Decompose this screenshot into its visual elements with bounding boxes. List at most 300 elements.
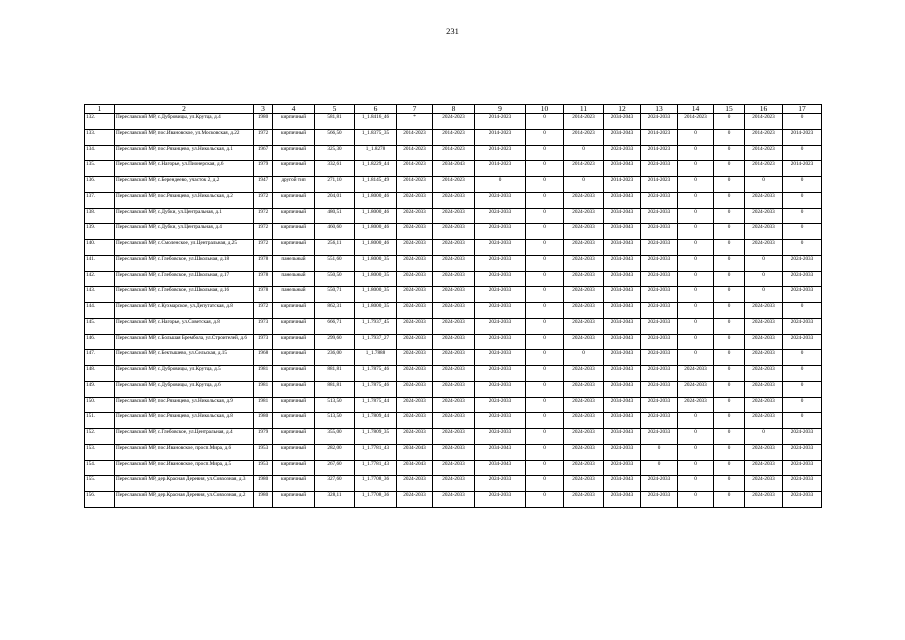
address-cell: Переславский МР, дер.Красная Деревня, ул.Совхозная, д.2 [115, 492, 254, 508]
table-cell: 0 [678, 303, 714, 319]
table-cell: 2024-2033 [783, 318, 822, 334]
address-cell: Переславский МР, с.Берендеево, участок 2, д.2 [115, 177, 254, 193]
column-header: 13 [641, 105, 678, 114]
table-cell: 1981 [254, 381, 273, 397]
table-cell: 2024-2033 [475, 255, 526, 271]
table-cell: кирпичный [273, 350, 315, 366]
table-cell: кирпичный [273, 460, 315, 476]
table-cell: кирпичный [273, 208, 315, 224]
table-cell: 0 [714, 413, 745, 429]
table-cell: 0 [678, 429, 714, 445]
table-cell: 0 [714, 350, 745, 366]
table-cell: 2014-2023 [397, 129, 433, 145]
table-cell: 2024-2033 [564, 366, 604, 382]
table-cell: 2024-2033 [745, 397, 783, 413]
table-cell: 1980 [254, 476, 273, 492]
table-cell: 1953 [254, 460, 273, 476]
table-body [85, 114, 822, 508]
row-number-cell: 135. [85, 161, 115, 177]
table-cell: 0 [783, 303, 822, 319]
housing-register-table [84, 104, 822, 508]
table-cell: 1972 [254, 240, 273, 256]
table-cell: 2034-2043 [604, 492, 641, 508]
table-cell: 2014-2023 [641, 129, 678, 145]
table-cell: 1979 [254, 429, 273, 445]
table-cell: 0 [678, 476, 714, 492]
table-cell: 2024-2033 [783, 334, 822, 350]
table-cell: 1978 [254, 271, 273, 287]
table-cell: 0 [783, 114, 822, 130]
table-row [85, 145, 822, 161]
table-cell: 0 [783, 397, 822, 413]
table-cell: 0 [678, 145, 714, 161]
table-cell: 0 [714, 334, 745, 350]
table-cell: 0 [714, 303, 745, 319]
row-number-cell: 132. [85, 114, 115, 130]
row-number-cell: 151. [85, 413, 115, 429]
table-cell: 480,51 [315, 208, 355, 224]
table-row [85, 429, 822, 445]
table-cell: 2024-2033 [433, 240, 475, 256]
table-cell: 2024-2033 [433, 366, 475, 382]
table-cell: 2024-2033 [433, 334, 475, 350]
table-cell: 2024-2033 [433, 271, 475, 287]
table-cell: 2024-2033 [433, 492, 475, 508]
table-cell: 0 [526, 429, 564, 445]
table-cell: 1_1.7809_35 [355, 429, 397, 445]
row-number-cell: 133. [85, 129, 115, 145]
table-cell: 2024-2033 [641, 476, 678, 492]
column-header: 7 [397, 105, 433, 114]
table-cell: 666,71 [315, 318, 355, 334]
table-cell: 2024-2033 [745, 303, 783, 319]
row-number-cell: 145. [85, 318, 115, 334]
table-row [85, 114, 822, 130]
table-cell: 2024-2033 [564, 208, 604, 224]
table-cell: 1981 [254, 366, 273, 382]
table-cell: 2024-2033 [641, 397, 678, 413]
table-cell: 0 [714, 318, 745, 334]
table-row [85, 366, 822, 382]
table-cell: 0 [526, 161, 564, 177]
table-cell: 2024-2033 [397, 192, 433, 208]
row-number-cell: 142. [85, 271, 115, 287]
table-cell: 2034-2043 [604, 381, 641, 397]
table-cell: 0 [641, 444, 678, 460]
table-cell: 328,11 [315, 492, 355, 508]
table-cell: 2024-2033 [433, 303, 475, 319]
table-cell: 0 [564, 350, 604, 366]
table-cell: 2024-2033 [397, 303, 433, 319]
table-cell: 2024-2033 [745, 208, 783, 224]
table-cell: 2024-2033 [641, 334, 678, 350]
table-cell: кирпичный [273, 224, 315, 240]
address-cell: Переславский МР, с.Глебовское, ул.Центральная, д.4 [115, 429, 254, 445]
table-cell: 2024-2033 [397, 429, 433, 445]
table-cell: 2014-2023 [433, 145, 475, 161]
table-cell: 0 [714, 271, 745, 287]
row-number-cell: 152. [85, 429, 115, 445]
table-cell: кирпичный [273, 476, 315, 492]
table-cell: 0 [526, 192, 564, 208]
table-cell: 299,60 [315, 334, 355, 350]
table-cell: 2024-2033 [433, 255, 475, 271]
table-cell: панельный [273, 255, 315, 271]
table-cell: 1980 [254, 114, 273, 130]
table-cell: 0 [714, 381, 745, 397]
row-number-cell: 143. [85, 287, 115, 303]
table-cell: 2024-2033 [783, 476, 822, 492]
table-cell: 2014-2023 [783, 129, 822, 145]
table-row [85, 334, 822, 350]
table-cell: 0 [678, 271, 714, 287]
table-cell: 0 [678, 492, 714, 508]
table-row [85, 350, 822, 366]
address-cell: Переславский МР, с.Дубки, ул.Центральная, д.1 [115, 208, 254, 224]
table-cell: 2024-2033 [745, 224, 783, 240]
table-cell: кирпичный [273, 334, 315, 350]
table-cell: 2034-2043 [604, 271, 641, 287]
address-cell: Переславский МР, пос.Рязанцево, ул.Никольская, д.1 [115, 145, 254, 161]
table-cell: 0 [714, 255, 745, 271]
table-cell: 2024-2033 [397, 271, 433, 287]
table-cell: 0 [526, 492, 564, 508]
table-cell: 271,10 [315, 177, 355, 193]
table-row [85, 492, 822, 508]
table-row [85, 460, 822, 476]
table-cell: 2034-2043 [604, 129, 641, 145]
table-cell: 1_1.7708_36 [355, 476, 397, 492]
table-cell: 2024-2033 [433, 429, 475, 445]
table-cell: 0 [678, 192, 714, 208]
table-row [85, 381, 822, 397]
table-cell: 2024-2033 [745, 350, 783, 366]
table-cell: 1968 [254, 350, 273, 366]
table-cell: 0 [526, 476, 564, 492]
table-cell: 2014-2023 [604, 177, 641, 193]
table-cell: 256,11 [315, 240, 355, 256]
table-cell: 2014-2023 [397, 177, 433, 193]
table-cell: 0 [526, 303, 564, 319]
table-cell: 2014-2023 [475, 129, 526, 145]
table-cell: панельный [273, 287, 315, 303]
column-header: 11 [564, 105, 604, 114]
table-cell: 0 [714, 492, 745, 508]
table-cell: 2024-2033 [475, 192, 526, 208]
table-cell: 2034-2043 [604, 334, 641, 350]
table-cell: 2024-2033 [745, 240, 783, 256]
row-number-cell: 144. [85, 303, 115, 319]
column-header: 1 [85, 105, 115, 114]
table-cell: 1981 [254, 397, 273, 413]
column-header: 2 [115, 105, 254, 114]
table-cell: 2034-2043 [604, 413, 641, 429]
table-row [85, 255, 822, 271]
table-cell: 1_1.7875_46 [355, 366, 397, 382]
table-cell: 2024-2033 [397, 255, 433, 271]
table-cell: 0 [714, 240, 745, 256]
table-cell: 0 [678, 318, 714, 334]
table-cell: 1_1.8000_35 [355, 271, 397, 287]
table-cell: 0 [745, 271, 783, 287]
table-cell: 2024-2033 [433, 224, 475, 240]
table-cell: 204,01 [315, 192, 355, 208]
table-row [85, 413, 822, 429]
table-cell: 1_1.8000_46 [355, 224, 397, 240]
table-cell: 2014-2023 [745, 114, 783, 130]
table-cell: 1_1.7937_27 [355, 334, 397, 350]
table-cell: 2024-2033 [604, 444, 641, 460]
table-cell: 2024-2033 [475, 397, 526, 413]
table-cell: 2014-2023 [564, 161, 604, 177]
table-cell: 2014-2023 [564, 114, 604, 130]
table-cell: 2024-2033 [641, 271, 678, 287]
table-cell: 2014-2023 [433, 129, 475, 145]
table-cell: 2024-2033 [745, 476, 783, 492]
table-cell: 550,50 [315, 271, 355, 287]
address-cell: Переславский МР, с.Кухмарское, ул.Депутатская, д.8 [115, 303, 254, 319]
table-cell: 0 [783, 240, 822, 256]
address-cell: Переславский МР, с.Глебовское, ул.Школьная, д.18 [115, 255, 254, 271]
column-header: 4 [273, 105, 315, 114]
table-row [85, 397, 822, 413]
table-cell: 2024-2033 [564, 476, 604, 492]
table-cell: 2024-2033 [745, 413, 783, 429]
table-cell: другой тип [273, 177, 315, 193]
table-cell: 2024-2033 [564, 192, 604, 208]
table-cell: 0 [526, 271, 564, 287]
address-cell: Переславский МР, пос.Ивановское, просп.Мира, д.6 [115, 444, 254, 460]
table-cell: 0 [526, 255, 564, 271]
table-cell: 0 [714, 161, 745, 177]
table-cell: 2024-2033 [564, 271, 604, 287]
table-cell: 0 [714, 397, 745, 413]
table-cell: 2024-2033 [397, 381, 433, 397]
table-cell: 355,00 [315, 429, 355, 445]
table-cell: 0 [678, 460, 714, 476]
table-cell: 1_1.7875_44 [355, 397, 397, 413]
table-cell: кирпичный [273, 444, 315, 460]
table-cell: 1972 [254, 303, 273, 319]
table-cell: 2024-2033 [783, 460, 822, 476]
table-cell: 2024-2033 [433, 208, 475, 224]
table-cell: 0 [678, 177, 714, 193]
table-cell: 2024-2033 [564, 334, 604, 350]
column-header: 14 [678, 105, 714, 114]
table-cell: 0 [526, 397, 564, 413]
table-cell: 2024-2033 [564, 303, 604, 319]
table-cell: 881,81 [315, 381, 355, 397]
table-cell: 1_1.8000_46 [355, 240, 397, 256]
table-cell: 2024-2033 [397, 476, 433, 492]
table-cell: 1978 [254, 287, 273, 303]
table-cell: * [397, 114, 433, 130]
table-cell: 2014-2023 [745, 145, 783, 161]
table-cell: 0 [714, 192, 745, 208]
table-cell: 2034-2043 [604, 350, 641, 366]
row-number-cell: 140. [85, 240, 115, 256]
table-cell: 2024-2033 [475, 224, 526, 240]
table-cell: 0 [564, 177, 604, 193]
table-cell: 2024-2033 [641, 350, 678, 366]
table-cell: 2024-2033 [564, 287, 604, 303]
table-cell: 2034-2043 [604, 476, 641, 492]
table-cell: 551,60 [315, 255, 355, 271]
table-cell: 2024-2033 [783, 255, 822, 271]
table-cell: 2024-2033 [745, 366, 783, 382]
table-cell: 1972 [254, 129, 273, 145]
table-cell: 2034-2043 [604, 224, 641, 240]
table-cell: 2034-2043 [604, 255, 641, 271]
table-cell: кирпичный [273, 240, 315, 256]
table-cell: 1_1.8000_46 [355, 192, 397, 208]
address-cell: Переславский МР, с.Нагорье, ул.Советская, д.8 [115, 318, 254, 334]
table-cell: кирпичный [273, 381, 315, 397]
table-cell: 2024-2033 [475, 492, 526, 508]
table-cell: 2024-2033 [433, 287, 475, 303]
table-cell: 2024-2033 [564, 460, 604, 476]
table-cell: 862,31 [315, 303, 355, 319]
address-cell: Переславский МР, пос.Рязанцево, ул.Никольская, д.8 [115, 413, 254, 429]
table-cell: 2024-2033 [397, 413, 433, 429]
table-cell: 1972 [254, 192, 273, 208]
table-cell: кирпичный [273, 366, 315, 382]
table-cell: кирпичный [273, 397, 315, 413]
table-cell: 0 [714, 444, 745, 460]
table-row [85, 161, 822, 177]
table-cell: 1980 [254, 492, 273, 508]
table-cell: 0 [526, 114, 564, 130]
column-header: 3 [254, 105, 273, 114]
table-row [85, 129, 822, 145]
table-cell: 2024-2033 [641, 492, 678, 508]
table-row [85, 271, 822, 287]
table-cell: 2024-2033 [641, 366, 678, 382]
table-cell: 2024-2033 [641, 224, 678, 240]
table-cell: 0 [678, 287, 714, 303]
table-cell: 2014-2023 [783, 161, 822, 177]
table-cell: 2014-2023 [397, 145, 433, 161]
table-row [85, 224, 822, 240]
row-number-cell: 141. [85, 255, 115, 271]
table-cell: кирпичный [273, 129, 315, 145]
table-cell: 0 [526, 334, 564, 350]
table-cell: 0 [714, 287, 745, 303]
table-cell: 1_1.8229_44 [355, 161, 397, 177]
table-cell: 0 [526, 413, 564, 429]
table-cell: 1_1.8375_35 [355, 129, 397, 145]
column-header: 15 [714, 105, 745, 114]
row-number-cell: 147. [85, 350, 115, 366]
table-cell: 2024-2033 [564, 492, 604, 508]
table-cell: 0 [526, 145, 564, 161]
row-number-cell: 149. [85, 381, 115, 397]
table-cell: 2024-2033 [564, 224, 604, 240]
table-cell: 2024-2033 [433, 413, 475, 429]
table-cell: 581,81 [315, 114, 355, 130]
table-cell: 0 [526, 381, 564, 397]
table-cell: 2024-2033 [397, 350, 433, 366]
table-cell: 0 [714, 476, 745, 492]
table-cell: 2014-2023 [397, 161, 433, 177]
table-cell: 513,50 [315, 397, 355, 413]
table-cell: 0 [678, 413, 714, 429]
table-cell: 267,60 [315, 460, 355, 476]
table-cell: 2024-2033 [745, 318, 783, 334]
table-cell: 325,30 [315, 145, 355, 161]
row-number-cell: 137. [85, 192, 115, 208]
table-cell: 2024-2033 [783, 429, 822, 445]
table-cell: 2024-2033 [604, 145, 641, 161]
table-cell: 2034-2043 [604, 161, 641, 177]
table-cell: 1_1.8000_46 [355, 208, 397, 224]
table-cell: 2034-2043 [604, 208, 641, 224]
table-cell: 2024-2033 [564, 444, 604, 460]
table-cell: 2034-2043 [397, 460, 433, 476]
table-cell: 0 [745, 255, 783, 271]
table-cell: 0 [526, 208, 564, 224]
table-cell: 0 [783, 224, 822, 240]
table-cell: 0 [714, 177, 745, 193]
address-cell: Переславский МР, с.Нагорье, ул.Пионерская, д.6 [115, 161, 254, 177]
table-row [85, 177, 822, 193]
address-cell: Переславский МР, пос.Рязанцево, ул.Никольская, д.9 [115, 397, 254, 413]
table-cell: 0 [714, 208, 745, 224]
table-cell: 2014-2023 [475, 161, 526, 177]
table-cell: 2024-2033 [475, 240, 526, 256]
table-cell: 2024-2033 [564, 429, 604, 445]
table-cell: 1972 [254, 224, 273, 240]
table-cell: 566,50 [315, 129, 355, 145]
table-cell: 1978 [254, 255, 273, 271]
address-cell: Переславский МР, с.Смоленское, ул.Центральная, д.25 [115, 240, 254, 256]
address-cell: Переславский МР, с.Глебовское, ул.Школьная, д.16 [115, 287, 254, 303]
table-cell: 2024-2033 [475, 287, 526, 303]
table-cell: 2034-2043 [604, 303, 641, 319]
table-cell: 2024-2033 [564, 240, 604, 256]
table-cell: 2024-2033 [641, 161, 678, 177]
table-cell: 2034-2043 [475, 444, 526, 460]
address-cell: Переславский МР, пос.Рязанцево, ул.Никольская, д.2 [115, 192, 254, 208]
table-cell: 2024-2033 [475, 208, 526, 224]
table-cell: 2034-2043 [604, 192, 641, 208]
table-row [85, 303, 822, 319]
table-cell: кирпичный [273, 192, 315, 208]
table-cell: 2024-2033 [641, 192, 678, 208]
header-row [85, 105, 822, 114]
table-cell: 1_1.7888 [355, 350, 397, 366]
table-cell: 1967 [254, 145, 273, 161]
column-header: 12 [604, 105, 641, 114]
table-row [85, 240, 822, 256]
table-cell: 2024-2033 [397, 240, 433, 256]
address-cell: Переславский МР, с.Большая Брембола, ул.Строителей, д.6 [115, 334, 254, 350]
table-cell: 2024-2033 [678, 381, 714, 397]
table-cell: 2024-2033 [397, 334, 433, 350]
table-cell: 0 [678, 224, 714, 240]
table-cell: 1947 [254, 177, 273, 193]
row-number-cell: 139. [85, 224, 115, 240]
table-cell: 0 [526, 177, 564, 193]
table-cell: 0 [526, 366, 564, 382]
table-cell: 2024-2033 [678, 366, 714, 382]
column-header: 9 [475, 105, 526, 114]
table-cell: 2034-2043 [475, 460, 526, 476]
table-cell: 0 [745, 429, 783, 445]
table-cell: 2014-2023 [745, 161, 783, 177]
table-cell: 2024-2033 [397, 397, 433, 413]
table-cell: 2024-2033 [745, 192, 783, 208]
